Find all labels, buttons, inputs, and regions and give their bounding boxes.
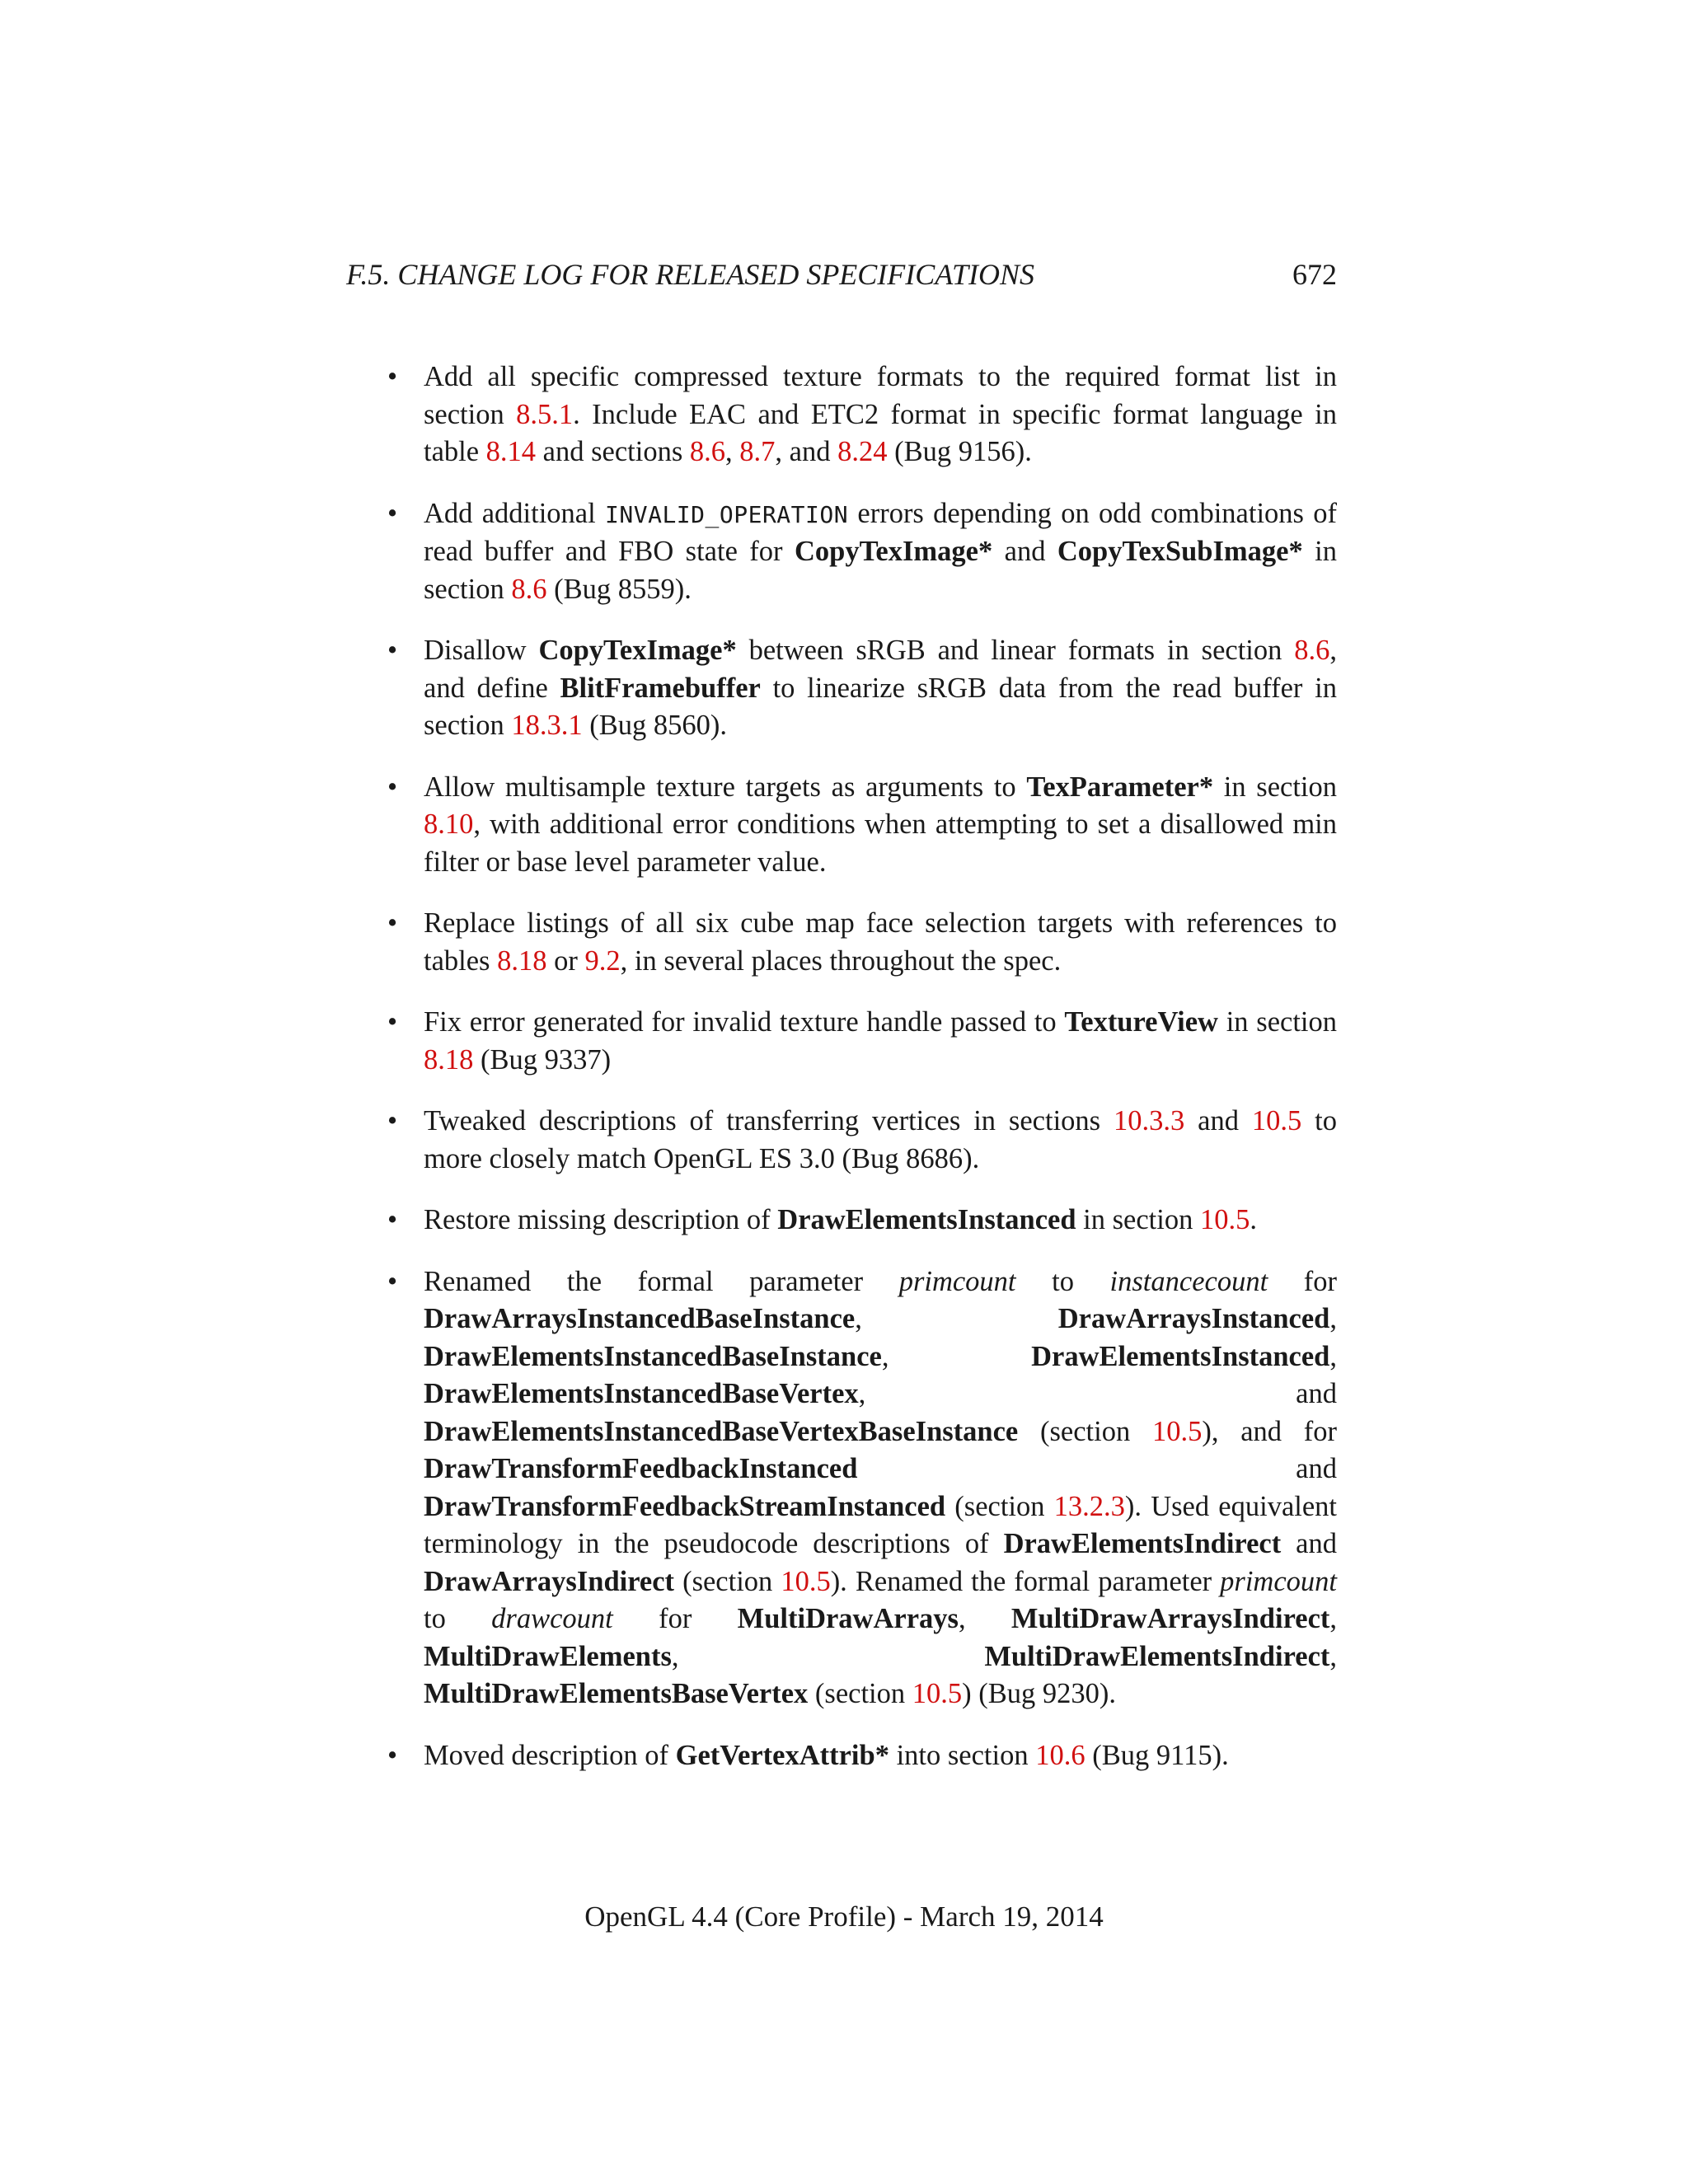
- bullet-icon: •: [387, 907, 398, 939]
- change-log-item: • Add additional INVALID_OPERATION errors depending on odd combinations of read buffer and FBO state for CopyTexImage* and CopyTexSubImage* in section 8.6 (Bug 8559).: [387, 495, 1337, 609]
- section-reference-link[interactable]: 8.18: [497, 944, 547, 977]
- section-reference-link[interactable]: 10.5: [1151, 1415, 1203, 1447]
- running-head: F.5. CHANGE LOG FOR RELEASED SPECIFICATIONS: [346, 258, 1034, 291]
- bullet-icon: •: [387, 361, 398, 392]
- change-log-item: • Renamed the formal parameter primcount to instancecount for DrawArraysInstancedBaseInstance, DrawArraysInstanced, DrawElementsInstancedBaseInstance, DrawElementsInstanced, DrawElementsInstancedBaseVertex, and DrawElementsInstancedBaseVertexBaseInstance (section 10.5), and for DrawTransformFeedbackInstanced and DrawTransformFeedbackStreamInstanced (section 13.2.3). Used equivalent terminology in the pseudocode descriptions of DrawElementsIndirect and DrawArraysIndirect (section 10.5). Renamed the formal parameter primcount to drawcount for MultiDrawArrays, MultiDrawArraysIndirect, MultiDrawElements, MultiDrawElementsIndirect, MultiDrawElementsBaseVertex (section 10.5) (Bug 9230).: [387, 1263, 1337, 1713]
- command-name: GetVertexAttrib*: [675, 1739, 889, 1771]
- section-reference-link[interactable]: 18.3.1: [511, 710, 583, 741]
- command-name: BlitFramebuffer: [560, 672, 761, 704]
- command-name: DrawElementsInstanced: [1031, 1340, 1330, 1372]
- command-name: DrawElementsInstanced: [777, 1204, 1076, 1235]
- bullet-icon: •: [387, 497, 398, 529]
- bullet-icon: •: [387, 1739, 398, 1771]
- change-log-list: [387, 359, 1337, 1774]
- bullet-icon: •: [387, 635, 398, 666]
- change-log-item: • Replace listings of all six cube map face selection targets with references to tables 8.18 or 9.2, in several places throughout the spec.: [387, 905, 1337, 980]
- token-name: INVALID_OPERATION: [605, 500, 849, 528]
- change-log-item: • Tweaked descriptions of transferring vertices in sections 10.3.3 and 10.5 to more closely match OpenGL ES 3.0 (Bug 8686).: [387, 1103, 1337, 1178]
- section-reference-link[interactable]: 8.6: [1294, 635, 1330, 666]
- page-header: [346, 257, 1337, 293]
- command-name: DrawArraysInstancedBaseInstance: [424, 1303, 856, 1334]
- command-name: TextureView: [1064, 1006, 1218, 1038]
- change-log-content: [387, 359, 1337, 1798]
- section-reference-link[interactable]: 8.5.1: [516, 398, 574, 430]
- section-reference-link[interactable]: 8.14: [485, 436, 537, 467]
- command-name: CopyTexSubImage*: [1057, 536, 1303, 567]
- change-log-item: • Allow multisample texture targets as arguments to TexParameter* in section 8.10, with additional error conditions when attempting to set a disallowed min filter or base level parameter value.: [387, 769, 1337, 882]
- command-name: DrawElementsInstancedBaseInstance: [424, 1340, 882, 1372]
- parameter-name: instancecount: [1109, 1265, 1268, 1297]
- command-name: DrawTransformFeedbackStreamInstanced: [424, 1490, 946, 1522]
- command-name: MultiDrawArrays: [737, 1603, 959, 1634]
- bullet-icon: •: [387, 1006, 398, 1038]
- command-name: DrawElementsInstancedBaseVertex: [424, 1378, 859, 1409]
- change-log-item: • Moved description of GetVertexAttrib* into section 10.6 (Bug 9115).: [387, 1737, 1337, 1775]
- command-name: MultiDrawElements: [424, 1640, 672, 1672]
- command-name: TexParameter*: [1026, 771, 1214, 803]
- command-name: DrawElementsIndirect: [1003, 1528, 1282, 1559]
- section-reference-link[interactable]: 10.5: [1199, 1204, 1250, 1235]
- change-log-item: • Restore missing description of DrawElementsInstanced in section 10.5.: [387, 1202, 1337, 1240]
- command-name: MultiDrawElementsIndirect: [984, 1640, 1330, 1672]
- section-reference-link[interactable]: 10.3.3: [1113, 1105, 1185, 1137]
- page-footer: OpenGL 4.4 (Core Profile) - March 19, 2014: [584, 1900, 1104, 1933]
- command-name: DrawElementsInstancedBaseVertexBaseInstance: [424, 1415, 1019, 1447]
- section-reference-link[interactable]: 8.6: [511, 573, 547, 605]
- section-reference-link[interactable]: 13.2.3: [1053, 1490, 1125, 1522]
- bullet-icon: •: [387, 1105, 398, 1137]
- section-reference-link[interactable]: 8.6: [689, 436, 726, 467]
- command-name: CopyTexImage*: [794, 536, 993, 567]
- parameter-name: drawcount: [491, 1603, 613, 1634]
- command-name: CopyTexImage*: [538, 635, 737, 666]
- parameter-name: primcount: [1220, 1565, 1337, 1597]
- section-reference-link[interactable]: 10.6: [1035, 1739, 1085, 1771]
- section-reference-link[interactable]: 8.24: [837, 436, 888, 467]
- section-reference-link[interactable]: 10.5: [1251, 1105, 1302, 1137]
- command-name: MultiDrawElementsBaseVertex: [424, 1678, 809, 1709]
- section-reference-link[interactable]: 8.10: [424, 808, 474, 840]
- section-reference-link[interactable]: 8.7: [739, 436, 776, 467]
- section-reference-link[interactable]: 8.18: [424, 1043, 474, 1076]
- section-reference-link[interactable]: 10.5: [912, 1678, 963, 1709]
- command-name: MultiDrawArraysIndirect: [1010, 1603, 1330, 1634]
- page-number: 672: [1292, 258, 1337, 291]
- bullet-icon: •: [387, 1204, 398, 1235]
- parameter-name: primcount: [898, 1265, 1016, 1297]
- bullet-icon: •: [387, 771, 398, 803]
- bullet-icon: •: [387, 1265, 398, 1297]
- command-name: DrawArraysIndirect: [424, 1565, 675, 1597]
- command-name: DrawArraysInstanced: [1057, 1303, 1330, 1334]
- section-reference-link[interactable]: 10.5: [781, 1565, 831, 1597]
- command-name: DrawTransformFeedbackInstanced: [424, 1453, 858, 1484]
- section-reference-link[interactable]: 9.2: [584, 944, 621, 977]
- change-log-item: • Add all specific compressed texture formats to the required format list in section 8.5.1. Include EAC and ETC2 format in specific format language in table 8.14 and sections 8.6, 8.7, and 8.24 (Bug 9156).: [387, 359, 1337, 471]
- change-log-item: • Fix error generated for invalid texture handle passed to TextureView in section 8.18 (Bug 9337): [387, 1004, 1337, 1079]
- change-log-item: • Disallow CopyTexImage* between sRGB and linear formats in section 8.6, and define BlitFramebuffer to linearize sRGB data from the read buffer in section 18.3.1 (Bug 8560).: [387, 632, 1337, 745]
